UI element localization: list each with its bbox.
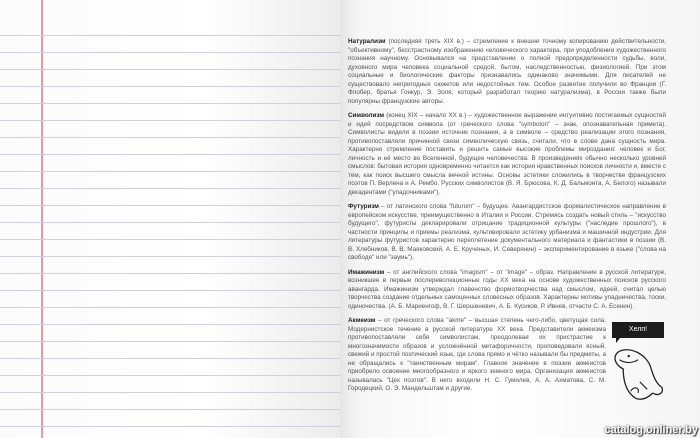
ruled-line — [0, 52, 340, 53]
paragraph-symbolism — [348, 112, 666, 197]
term: Акмеизм — [348, 317, 376, 324]
ruled-line — [0, 86, 340, 87]
term: Имажинизм — [348, 268, 385, 276]
term: Символизм — [348, 112, 385, 119]
ruled-line — [0, 426, 340, 427]
ruled-line — [0, 69, 340, 70]
ruled-line — [0, 256, 340, 257]
ruled-line — [0, 273, 340, 274]
margin-line — [41, 0, 43, 438]
ruled-line — [0, 154, 340, 155]
ruled-line — [0, 341, 340, 342]
ruled-line — [0, 358, 340, 359]
ruled-line — [0, 392, 340, 393]
ruled-line — [0, 137, 340, 138]
ruled-line — [0, 205, 340, 206]
left-page-lined — [0, 0, 340, 438]
definition: – от греческого слова "akme" – высшая степень чего-либо, цветущая сила. Модернистское течение в русской литературе XX века. Представители акмеизма противопоставляли себя символистам, преодолевая их пристрастие к многозначимости образов и усложнённой метафоричности, проповедовали ясный, свежий и простой поэтический язык, где слова прямо и чётко называли бы предметы, а не обращались к "таинственным мирам". Главное значение в поэзии акмеистов приобрело освоение многообразного и яркого земного мира. Организация акмеистов называлась "Цех поэтов". В него входили Н. С. Гумилев, А. А. Ахматова, С. М. Городецкий, О. Э. Мандельштам и другие. — [348, 317, 606, 392]
ruled-line — [0, 188, 340, 189]
ruled-line — [0, 324, 340, 325]
definition: (конец XIX – начало XX в.) – художественное выражение интуитивно постигаемых сущностей и идей посредством символа (от греческого слова "symbolon" – знак, опознавательная примета). Символисты видели в поэзии источник познания, а в символе – средство реализации этого познания, противопоставляли причинной связи символическую связь, считали, что в слове дана сущность мира. Характерно стремление поставить и решить самые высокие проблемы мироздания: человек и Бог, личность и её место во Вселенной, будущее человечества. В произведениях обычно несколько уровней смыслов: бытовая история одновременно читается как история нравственных поисков личности и, вместе с тем, как поиск высшего смысла вечной истины. Основы эстетики сложились в творчестве французских поэтов П. Верлена и А. Рембо. Русских символистов (В. Я. Брюсова, К. Д. Бальмонта, А. Белого) называли декадентами ("упадочниками"). — [348, 112, 666, 196]
ruled-line — [0, 171, 340, 172]
paragraph-acmeism — [348, 317, 606, 394]
ruled-line — [0, 307, 340, 308]
whale-drawing-icon — [608, 345, 668, 405]
definition: – от английского слова "imagism" – от "image" – образ. Направление в русской литературе, возникшее в первые послереволюционные годы XX века на основе художественных поисков русского авангарда. Имажинизм утверждал главенство формотворчества над смыслом, идеей, считал целью творчества создание отдельных самоценных словесных образов. Характерны мотивы упадничества, тоски, одиночества. (А. Б. Мариенгоф, В. Г. Шершеневич, А. Б. Кусиков, Р. Ивнев, отчасти С. А. Есенин). — [348, 268, 666, 310]
term: Футуризм — [348, 203, 379, 210]
paragraph-naturalism — [348, 38, 666, 106]
term: Натурализм — [348, 38, 386, 45]
definition: – от латинского слова "futurum" – будущее. Авангардистское формалистическое направление в европейском искусстве, преимущественно в Италии и России. Стремясь создать новый стиль – "искусство будущего", футуристы декларировали отрицание традиционной культуры ("наследие прошлого"), в частности принципы и приемы реализма, культивировали эстетику урбанизма и машинной индустрии. Для литературы футуристов характерно переплетение документального материала и фантастики в поэзии (В. В. Хлебников, В. В. Маяковский, А. Е. Крученых, И. Северянин) – экспериментирование в языке ("слова на свободе" или "заумь"). — [348, 203, 666, 261]
speech-bubble: Хелп! — [612, 322, 664, 338]
ruled-line — [0, 222, 340, 223]
ruled-line — [0, 290, 340, 291]
watermark: catalog.onliner.by — [604, 424, 698, 436]
ruled-line — [0, 239, 340, 240]
paragraph-futurism — [348, 203, 666, 263]
ruled-line — [0, 103, 340, 104]
paragraph-imaginism — [348, 269, 666, 312]
definition: (последняя треть XIX в.) – стремление к внешне точному копированию действительности, "объективному", бесстрастному изображению человеческого характера, при уподоблении художественного познания научному. Основывался на представлении о полной предопределенности судьбы, воли, духовного мира человека социальной средой, бытом, наследственностью, физиологией. При этом социальные и биологические факторы признавались одинаково значимыми. Для писателей не существовало непригодных сюжетов или недостойных тем. Особое развитие получили во Франции (Г. Флобер, братья Гонкур, Э. Золя, который разработал теорию натурализма), в России также были популярны французские авторы. — [348, 38, 666, 105]
ruled-line — [0, 35, 340, 36]
ruled-line — [0, 409, 340, 410]
ruled-line — [0, 120, 340, 121]
ruled-line — [0, 375, 340, 376]
